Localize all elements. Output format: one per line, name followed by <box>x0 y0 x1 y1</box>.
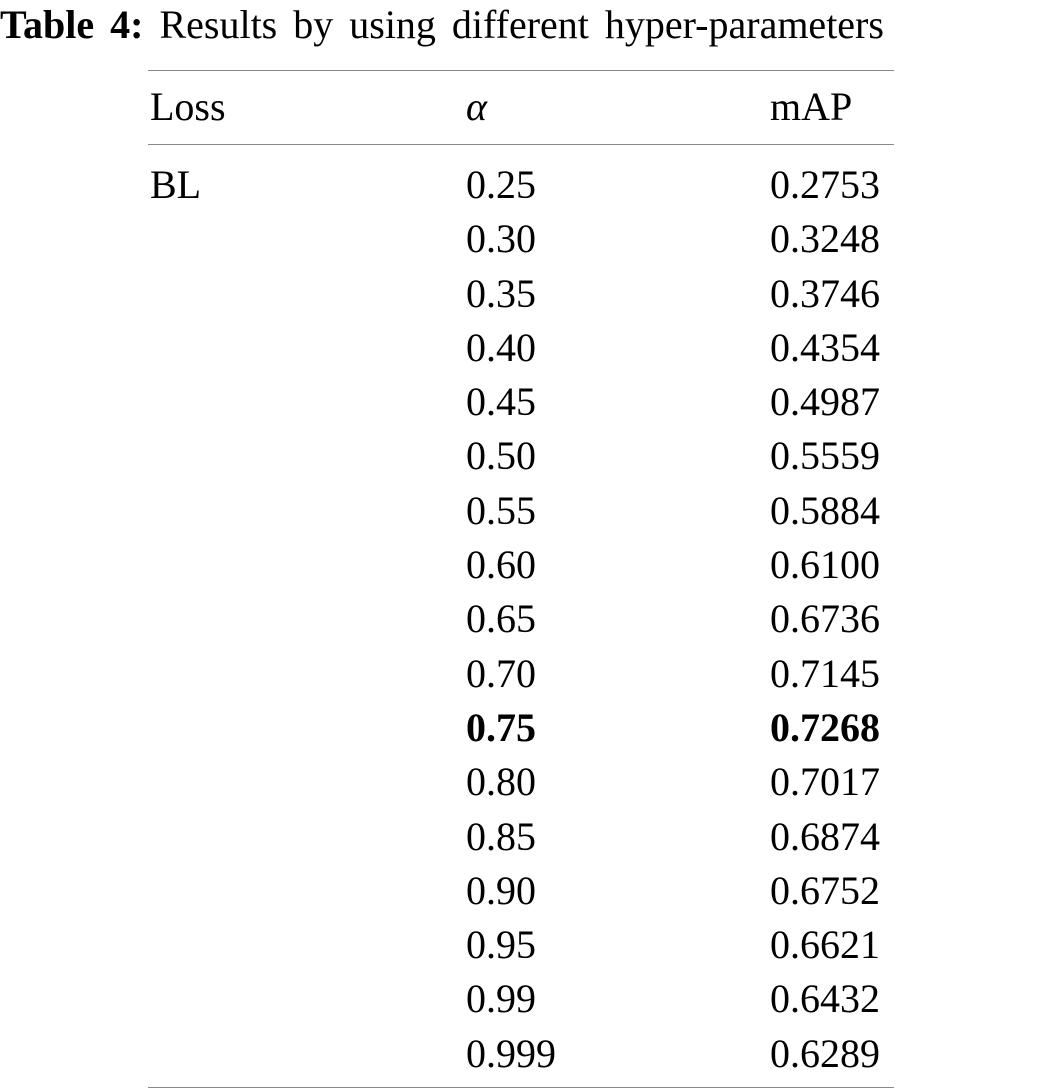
cell-map: 0.7268 <box>770 704 880 750</box>
cell-map: 0.2753 <box>770 162 880 207</box>
cell-alpha: 0.90 <box>466 867 536 913</box>
bottom-rule <box>148 1087 894 1088</box>
table-row <box>0 538 1044 592</box>
table-row <box>0 158 1044 212</box>
table-row <box>0 267 1044 321</box>
cell-map: 0.6752 <box>770 867 880 913</box>
cell-map: 0.6621 <box>770 922 880 968</box>
table-row <box>0 429 1044 483</box>
cell-map: 0.3248 <box>770 216 880 262</box>
table-caption <box>0 0 1044 50</box>
cell-alpha: 0.70 <box>466 650 536 696</box>
table-row <box>0 484 1044 538</box>
cell-map: 0.7017 <box>770 759 880 805</box>
cell-map: 0.6736 <box>770 596 880 642</box>
cell-alpha: 0.75 <box>466 704 536 750</box>
table-row <box>0 321 1044 375</box>
table-row <box>0 375 1044 429</box>
cell-alpha: 0.85 <box>466 813 536 859</box>
table-row <box>0 810 1044 864</box>
header-rule <box>148 144 894 145</box>
table-row <box>0 1027 1044 1081</box>
cell-alpha: 0.999 <box>466 1030 556 1076</box>
cell-alpha: 0.25 <box>466 162 536 207</box>
cell-alpha: 0.30 <box>466 216 536 262</box>
cell-map: 0.5559 <box>770 433 880 479</box>
table-row <box>0 918 1044 972</box>
cell-alpha: 0.35 <box>466 270 536 316</box>
table-row <box>0 647 1044 701</box>
caption-label: Table 4: <box>0 2 144 47</box>
table-row <box>0 592 1044 646</box>
cell-alpha: 0.65 <box>466 596 536 642</box>
cell-alpha: 0.95 <box>466 922 536 968</box>
table-row <box>0 755 1044 809</box>
cell-map: 0.7145 <box>770 650 880 696</box>
cell-alpha: 0.60 <box>466 542 536 588</box>
cell-alpha: 0.55 <box>466 487 536 533</box>
header-map: mAP <box>770 84 853 129</box>
header-loss: Loss <box>150 84 226 129</box>
table-row <box>0 701 1044 755</box>
table-body <box>0 158 1044 1081</box>
cell-map: 0.6874 <box>770 813 880 859</box>
table-row <box>0 864 1044 918</box>
table-header-row <box>0 82 1044 132</box>
cell-alpha: 0.50 <box>466 433 536 479</box>
cell-map: 0.3746 <box>770 270 880 316</box>
cell-loss: BL <box>150 162 202 207</box>
cell-map: 0.4987 <box>770 379 880 425</box>
cell-map: 0.6100 <box>770 542 880 588</box>
cell-map: 0.4354 <box>770 324 880 370</box>
caption-text: Results by using different hyper-parameters <box>159 2 884 47</box>
header-alpha: α <box>466 84 487 129</box>
table-row <box>0 972 1044 1026</box>
cell-map: 0.6289 <box>770 1030 880 1076</box>
cell-map: 0.6432 <box>770 976 880 1022</box>
cell-alpha: 0.45 <box>466 379 536 425</box>
cell-alpha: 0.80 <box>466 759 536 805</box>
top-rule <box>148 70 894 71</box>
cell-alpha: 0.99 <box>466 976 536 1022</box>
table-row <box>0 212 1044 266</box>
cell-alpha: 0.40 <box>466 324 536 370</box>
cell-map: 0.5884 <box>770 487 880 533</box>
